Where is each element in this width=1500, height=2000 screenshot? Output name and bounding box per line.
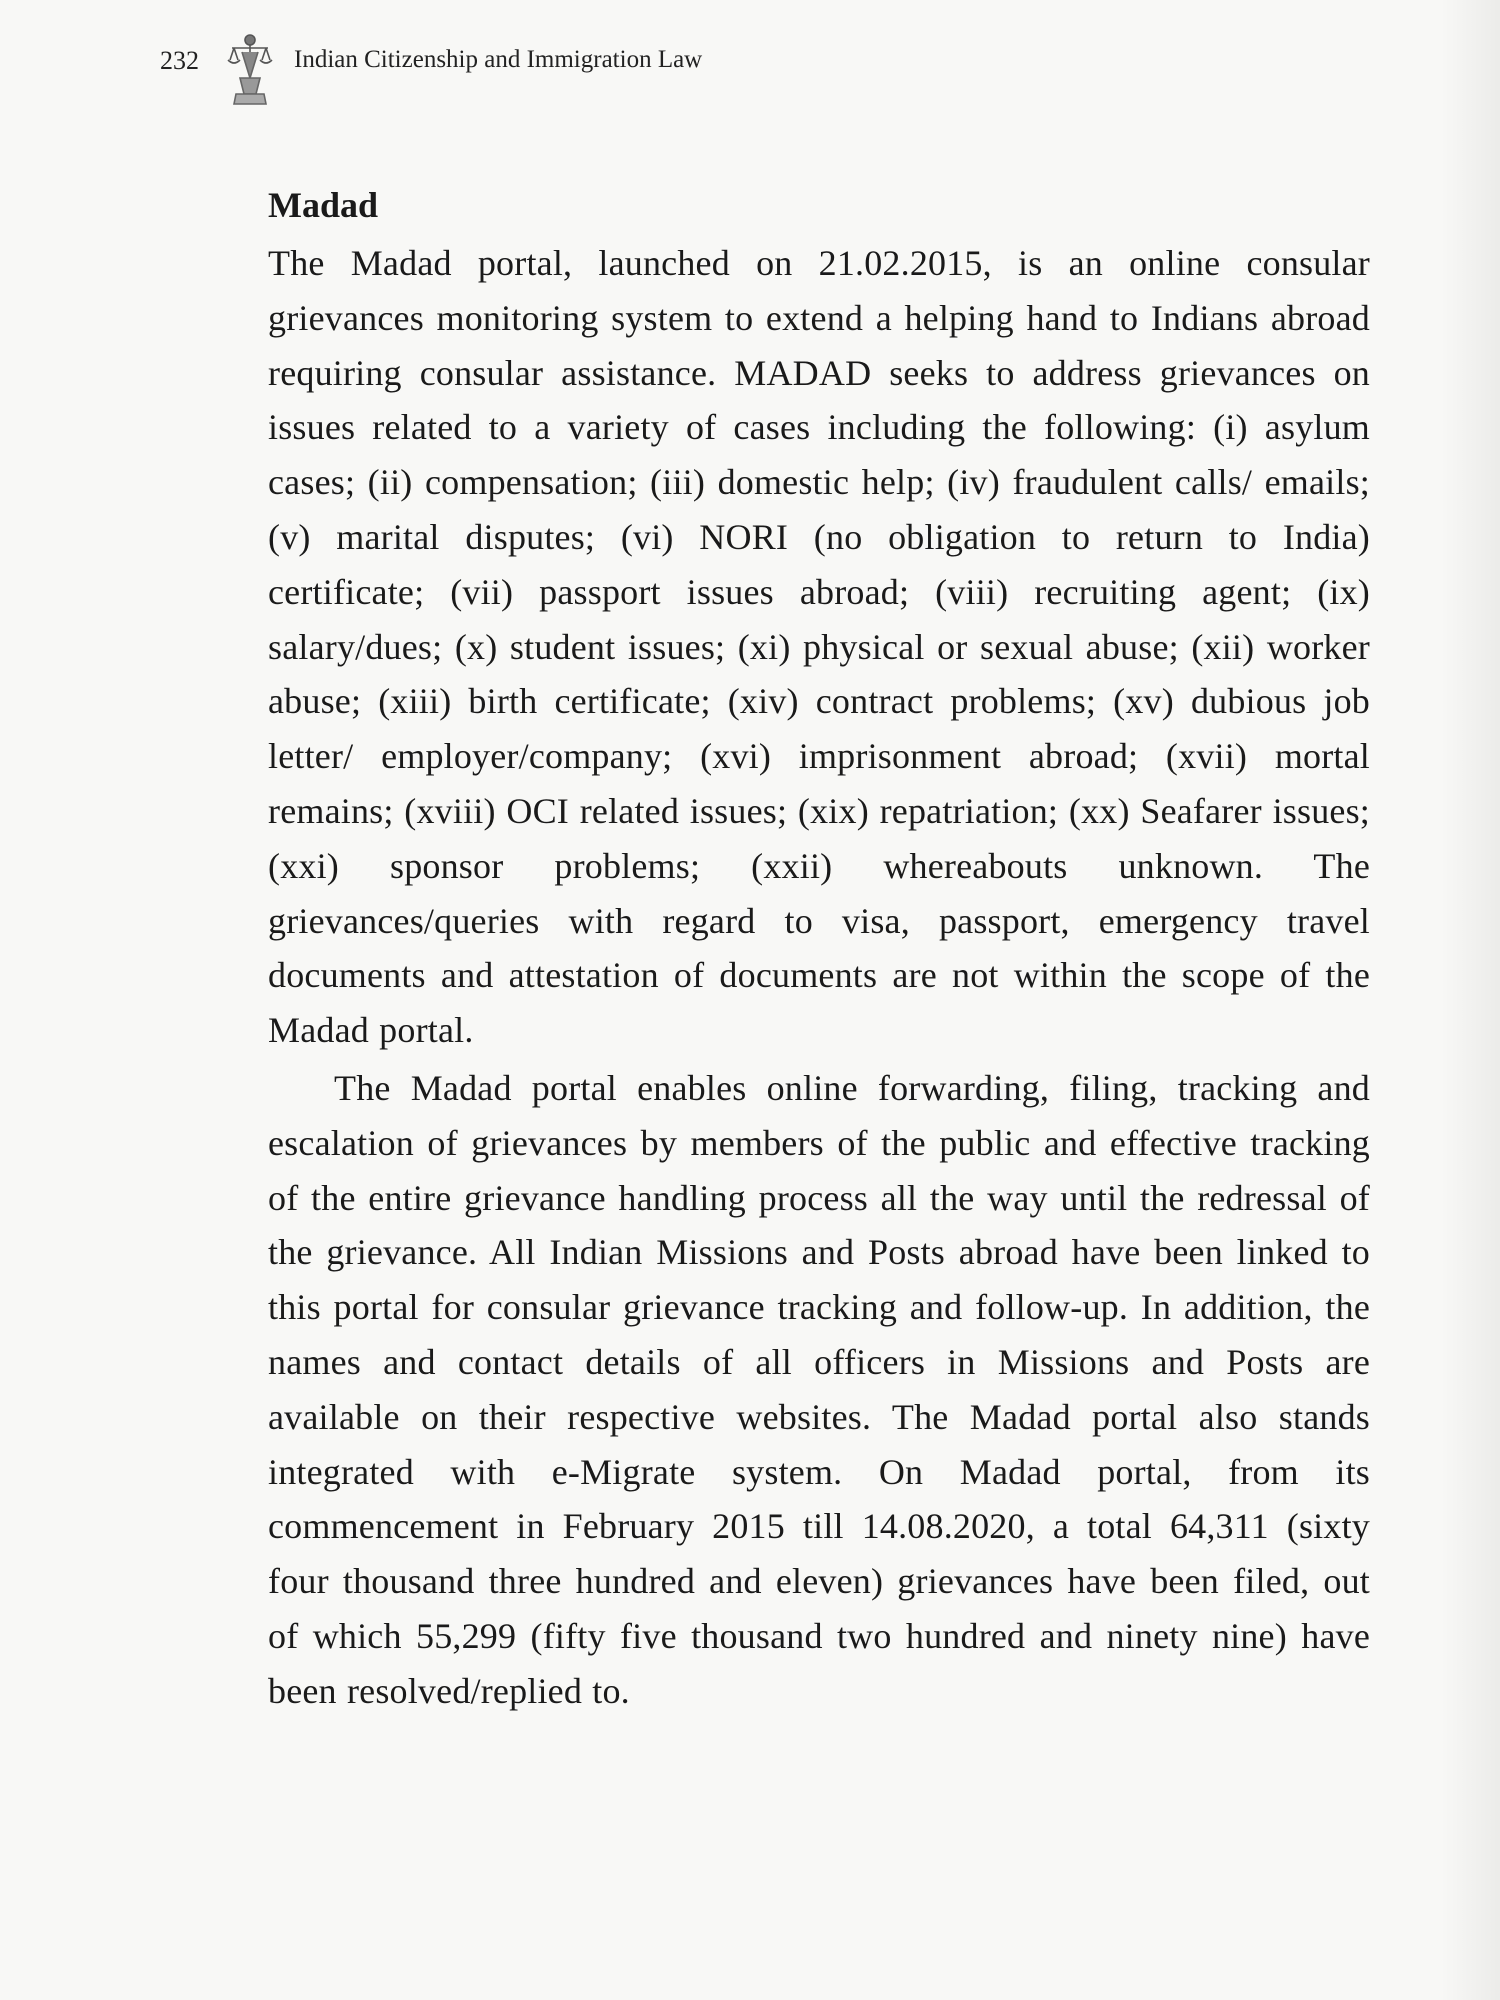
justice-statue-icon bbox=[222, 28, 278, 110]
page-edge-shadow bbox=[1440, 0, 1500, 2000]
main-content bbox=[268, 180, 1370, 1719]
paragraph-1: The Madad portal, launched on 21.02.2015, is an online consular grievances monitoring system to extend a helping hand to Indians abroad requiring consular assistance. MADAD seeks to address grievances on issues related to a variety of cases including the following: (i) asylum cases; (ii) compensation; (iii) domestic help; (iv) fraudulent calls/ emails; (v) marital disputes; (vi) NORI (no obligation to return to India) certificate; (vii) passport issues abroad; (viii) recruiting agent; (ix) salary/dues; (x) student issues; (xi) physical or sexual abuse; (xii) worker abuse; (xiii) birth certificate; (xiv) contract problems; (xv) dubious job letter/ employer/company; (xvi) imprisonment abroad; (xvii) mortal remains; (xviii) OCI related issues; (xix) repatriation; (xx) Seafarer issues; (xxi) sponsor problems; (xxii) whereabouts unknown. The grievances/queries with regard to visa, passport, emergency travel documents and attestation of documents are not within the scope of the Madad portal. bbox=[268, 243, 1370, 1051]
paragraph-2: The Madad portal enables online forwarding, filing, tracking and escalation of grievances by members of the public and effective tracking of the entire grievance handling process all the way until the redressal of the grievance. All Indian Missions and Posts abroad have been linked to this portal for consular grievance tracking and follow-up. In addition, the names and contact details of all officers in Missions and Posts are available on their respective websites. The Madad portal also stands integrated with e-Migrate system. On Madad portal, from its commencement in February 2015 till 14.08.2020, a total 64,311 (sixty four thousand three hundred and eleven) grievances have been filed, out of which 55,299 (fifty five thousand two hundred and ninety nine) have been resolved/replied to. bbox=[268, 1067, 1370, 1711]
section-title: Madad bbox=[268, 185, 379, 225]
page-header bbox=[0, 36, 1500, 108]
running-head-title: Indian Citizenship and Immigration Law bbox=[294, 46, 703, 73]
page-number: 232 bbox=[160, 46, 199, 75]
